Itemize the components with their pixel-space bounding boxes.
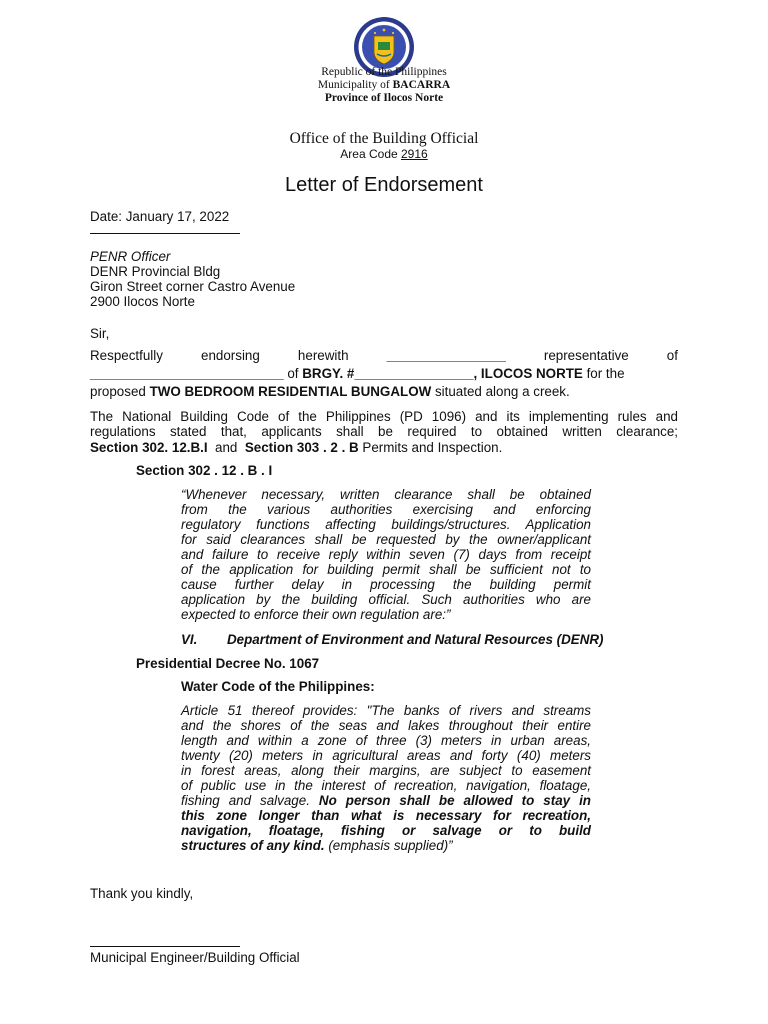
article-line: and the shores of the seas and lakes throughout their entire [181, 718, 591, 733]
article-line: fishing and salvage. No person shall be allowed to stay in [181, 793, 591, 808]
quote-block [181, 487, 591, 622]
quote-line: expected to enforce their own regulation are:” [181, 607, 451, 622]
municipality-line: Municipality of BACARRA [317, 79, 451, 91]
page-title: Letter of Endorsement [285, 174, 483, 196]
para2-line3: Section 302. 12.B.I and Section 303 . 2 . B Permits and Inspection. [90, 440, 503, 455]
article-line: length and within a zone of three (3) meters in urban areas, [181, 733, 591, 748]
article-line: this zone longer than what is necessary for recreation, [181, 808, 591, 823]
quote-line: cause further delay in processing the building permit [181, 577, 591, 592]
addressee-line2: Giron Street corner Castro Avenue [90, 279, 296, 294]
para1-line3: proposed TWO BEDROOM RESIDENTIAL BUNGALOW situated along a creek. [90, 384, 570, 399]
quote-line: application by the building official. Such authorities who are [181, 592, 591, 607]
addressee-name-blank [90, 233, 240, 234]
pd-heading: Presidential Decree No. 1067 [136, 656, 320, 671]
article-line: twenty (20) meters in agricultural areas and forty (40) meters [181, 748, 591, 763]
addressee-line3: 2900 Ilocos Norte [90, 294, 195, 309]
water-code-heading: Water Code of the Philippines: [181, 679, 375, 694]
quote-line: from the various authorities exercising and enforcing [181, 502, 591, 517]
addressee-line1: DENR Provincial Bldg [90, 264, 221, 279]
area-code-line: Area Code 2916 [340, 147, 428, 161]
section-heading: Section 302 . 12 . B . I [136, 463, 273, 478]
para1-line2: __________________________ of BRGY. #________________, ILOCOS NORTE for the [90, 366, 625, 381]
salutation: Sir, [90, 326, 110, 341]
quote-line: regulatory functions affecting buildings/structures. Application [181, 517, 591, 532]
article-line: Article 51 thereof provides: "The banks of rivers and streams [181, 703, 591, 718]
office-title: Office of the Building Official [289, 130, 479, 147]
para2-line1: The National Building Code of the Philippines (PD 1096) and its implementing rules and [90, 409, 678, 424]
para1-line1: Respectfully endorsing herewith ________________ representative of [90, 348, 678, 363]
article-line: structures of any kind. (emphasis supplied)” [181, 838, 453, 853]
article-line: of public use in the interest of recreation, navigation, floatage, [181, 778, 591, 793]
article-quote-block [181, 703, 591, 853]
denr-numeral: VI. [181, 632, 198, 647]
denr-label: Department of Environment and Natural Resources (DENR) [227, 632, 604, 647]
addressee-role: PENR Officer [90, 249, 171, 264]
signatory: Municipal Engineer/Building Official [90, 950, 300, 965]
para2-line2: regulations stated that, applicants shall be required to obtained written clearance; [90, 424, 678, 439]
closing: Thank you kindly, [90, 886, 194, 901]
quote-line: of the application for building permit shall be sufficient not to [181, 562, 591, 577]
quote-line: “Whenever necessary, written clearance shall be obtained [181, 487, 591, 502]
quote-line: and failure to receive reply within seven (7) days from receipt [181, 547, 591, 562]
article-line: navigation, floatage, fishing or salvage or to build [181, 823, 591, 838]
republic-line: Republic of the Philippines [321, 66, 447, 78]
article-line: in forest areas, along their margins, are subject to easement [181, 763, 591, 778]
date-line: Date: January 17, 2022 [90, 209, 230, 224]
quote-line: for said clearances shall be requested by the owner/applicant [181, 532, 591, 547]
province-line: Province of Ilocos Norte [324, 92, 444, 104]
signature-blank [90, 946, 240, 947]
